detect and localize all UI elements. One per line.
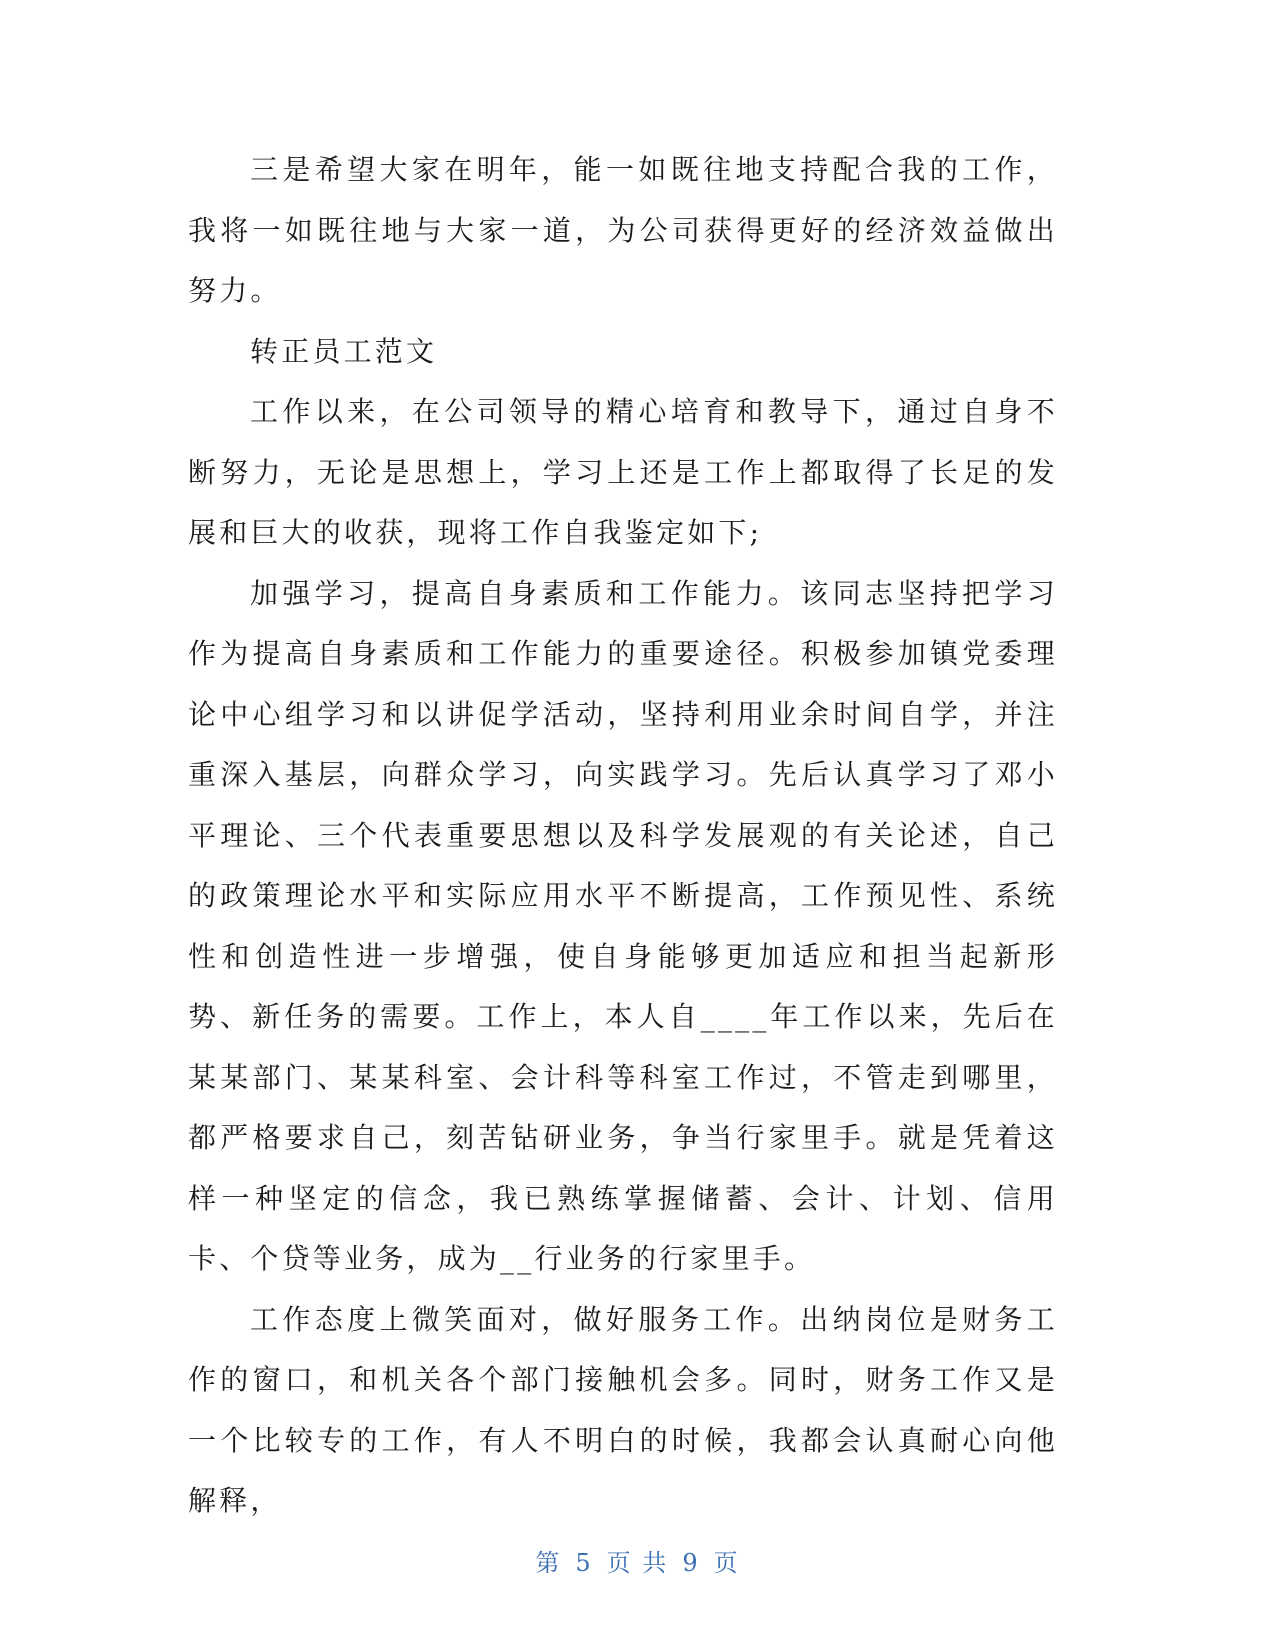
footer-middle: 页 共 <box>606 1549 669 1577</box>
paragraph-attitude: 工作态度上微笑面对，做好服务工作。出纳岗位是财务工作的窗口，和机关各个部门接触机会多。同时，财务工作又是一个比较专的工作，有人不明白的时候，我都会认真耐心向他解释， <box>188 1302 1058 1517</box>
footer-current-page: 5 <box>575 1549 593 1577</box>
paragraph-intro: 工作以来，在公司领导的精心培育和教导下，通过自身不断努力，无论是思想上，学习上还是工作上都取得了长足的发展和巨大的收获，现将工作自我鉴定如下; <box>188 395 1058 549</box>
document-body <box>188 140 1058 1532</box>
paragraph-closing-hope: 三是希望大家在明年，能一如既往地支持配合我的工作，我将一如既往地与大家一道，为公司获得更好的经济效益做出努力。 <box>188 153 1058 307</box>
footer-suffix: 页 <box>713 1549 740 1577</box>
footer-total-pages: 9 <box>682 1549 700 1577</box>
page-footer <box>0 1543 1275 1578</box>
footer-prefix: 第 <box>535 1549 562 1577</box>
section-heading: 转正员工范文 <box>250 334 438 368</box>
paragraph-study: 加强学习，提高自身素质和工作能力。该同志坚持把学习作为提高自身素质和工作能力的重要途径。积极参加镇党委理论中心组学习和以讲促学活动，坚持利用业余时间自学，并注重深入基层，向群众学习，向实践学习。先后认真学习了邓小平理论、三个代表重要思想以及科学发展观的有关论述，自己的政策理论水平和实际应用水平不断提高，工作预见性、系统性和创造性进一步增强，使自身能够更加适应和担当起新形势、新任务的需要。工作上，本人自____年工作以来，先后在某某部门、某某科室、会计科等科室工作过，不管走到哪里，都严格要求自己，刻苦钻研业务，争当行家里手。就是凭着这样一种坚定的信念，我已熟练掌握储蓄、会计、计划、信用卡、个贷等业务，成为__行业务的行家里手。 <box>188 576 1058 1275</box>
